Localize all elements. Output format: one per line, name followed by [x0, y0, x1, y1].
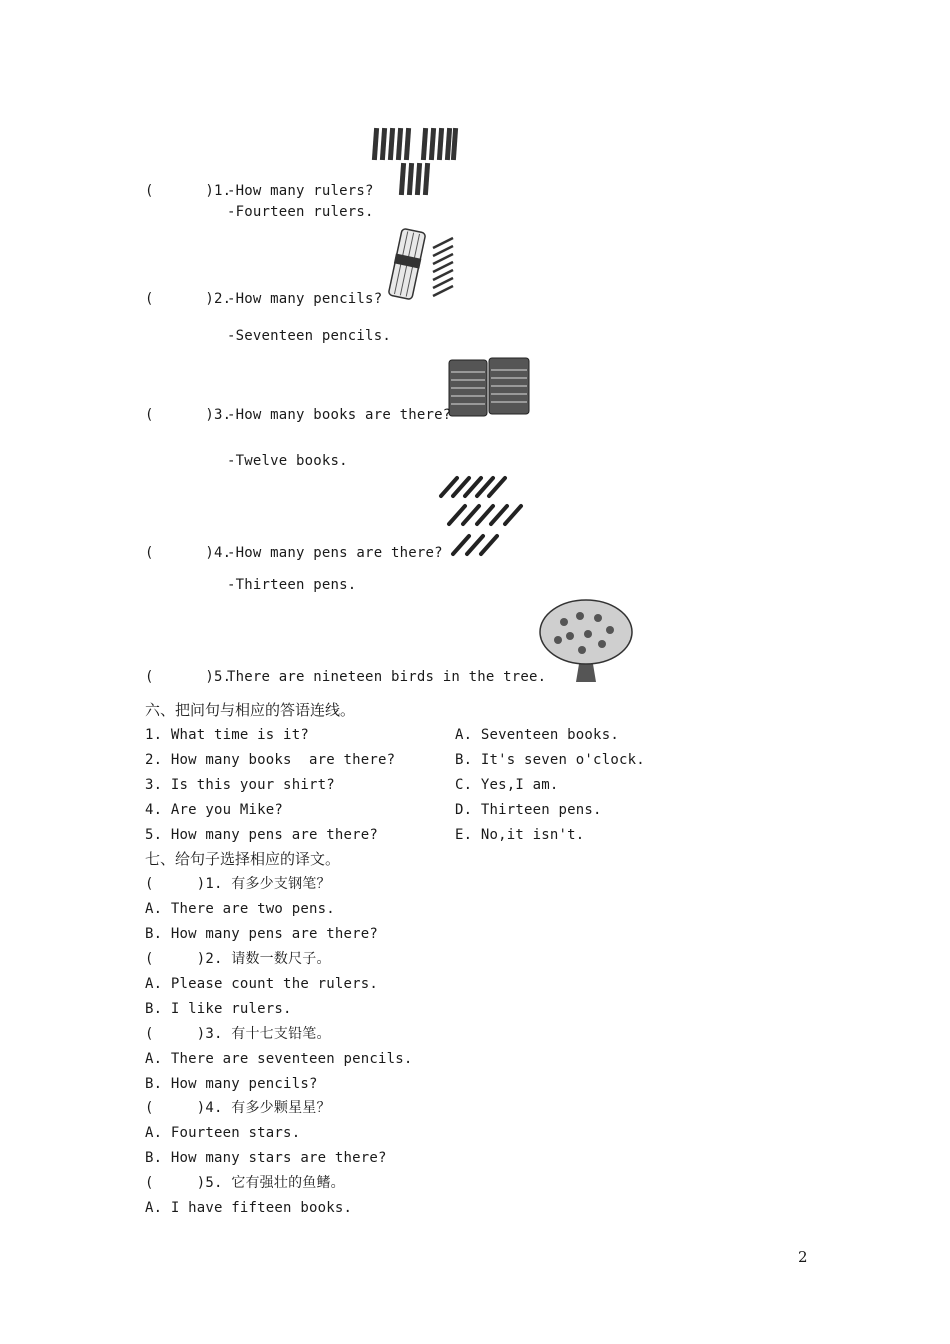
rulers-image	[370, 125, 460, 197]
part7-q2-option-a: A. Please count the rulers.	[145, 976, 378, 992]
part7-q3-option-a: A. There are seventeen pencils.	[145, 1051, 413, 1067]
part7-q1: ( )1. 有多少支钢笔？	[145, 876, 331, 892]
q1-paren: ( )1.	[145, 183, 232, 199]
part7-q2: ( )2. 请数一数尺子。	[145, 951, 331, 967]
part7-q2-option-b: B. I like rulers.	[145, 1001, 292, 1017]
part7-q5-option-a: A. I have fifteen books.	[145, 1200, 353, 1216]
q4-paren: ( )4.	[145, 545, 232, 561]
part7-q4: ( )4. 有多少颗星星？	[145, 1100, 331, 1116]
q2-answer: -Seventeen pencils.	[227, 328, 391, 344]
match-question-1: 1. What time is it?	[145, 727, 309, 743]
tree-image	[536, 596, 636, 686]
match-answer-d: D. Thirteen pens.	[455, 802, 602, 818]
q4-answer: -Thirteen pens.	[227, 577, 357, 593]
page-number: 2	[798, 1248, 808, 1266]
q1-question: -How many rulers?	[227, 183, 374, 199]
match-answer-e: E. No,it isn't.	[455, 827, 585, 843]
part7-q1-option-b: B. How many pens are there?	[145, 926, 378, 942]
match-question-3: 3. Is this your shirt?	[145, 777, 335, 793]
part7-heading: 七、给句子选择相应的译文。	[145, 850, 341, 868]
q4-question: -How many pens are there?	[227, 545, 443, 561]
part6-heading: 六、把问句与相应的答语连线。	[145, 701, 356, 719]
q2-paren: ( )2.	[145, 291, 232, 307]
q2-question: -How many pencils?	[227, 291, 383, 307]
match-answer-c: C. Yes,I am.	[455, 777, 559, 793]
match-question-4: 4. Are you Mike?	[145, 802, 284, 818]
q3-paren: ( )3.	[145, 407, 232, 423]
pencils-image	[385, 226, 460, 304]
part7-q3-option-b: B. How many pencils?	[145, 1076, 318, 1092]
part7-q3: ( )3. 有十七支铅笔。	[145, 1026, 331, 1042]
part7-q5: ( )5. 它有强壮的鱼鳍。	[145, 1175, 345, 1191]
q5-paren: ( )5.	[145, 669, 232, 685]
books-image	[445, 352, 535, 422]
match-question-2: 2. How many books are there?	[145, 752, 396, 768]
q5-question: There are nineteen birds in the tree.	[227, 669, 547, 685]
part7-q1-option-a: A. There are two pens.	[145, 901, 335, 917]
match-answer-b: B. It's seven o'clock.	[455, 752, 645, 768]
part7-q4-option-a: A. Fourteen stars.	[145, 1125, 301, 1141]
match-answer-a: A. Seventeen books.	[455, 727, 619, 743]
part7-q4-option-b: B. How many stars are there?	[145, 1150, 387, 1166]
q3-answer: -Twelve books.	[227, 453, 348, 469]
pens-image	[435, 472, 530, 562]
match-question-5: 5. How many pens are there?	[145, 827, 378, 843]
q1-answer: -Fourteen rulers.	[227, 204, 374, 220]
q3-question: -How many books are there?	[227, 407, 452, 423]
